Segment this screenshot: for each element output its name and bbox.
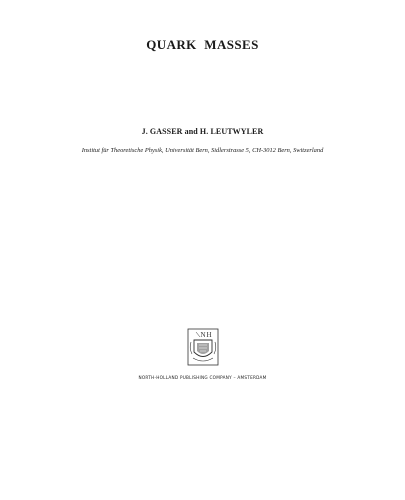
- svg-text:N: N: [200, 331, 206, 339]
- north-holland-logo-icon: [187, 328, 219, 366]
- svg-text:H: H: [206, 331, 212, 339]
- author-names: J. GASSER and H. LEUTWYLER: [141, 127, 264, 136]
- author-affiliation: Institut für Theoretische Physik, Universität Bern, Sidlerstrasse 5, CH-3012 Bern, Switzerland: [81, 147, 324, 154]
- publisher-name: NORTH-HOLLAND PUBLISHING COMPANY – AMSTERDAM: [138, 375, 267, 380]
- paper-title: QUARK MASSES: [146, 37, 259, 52]
